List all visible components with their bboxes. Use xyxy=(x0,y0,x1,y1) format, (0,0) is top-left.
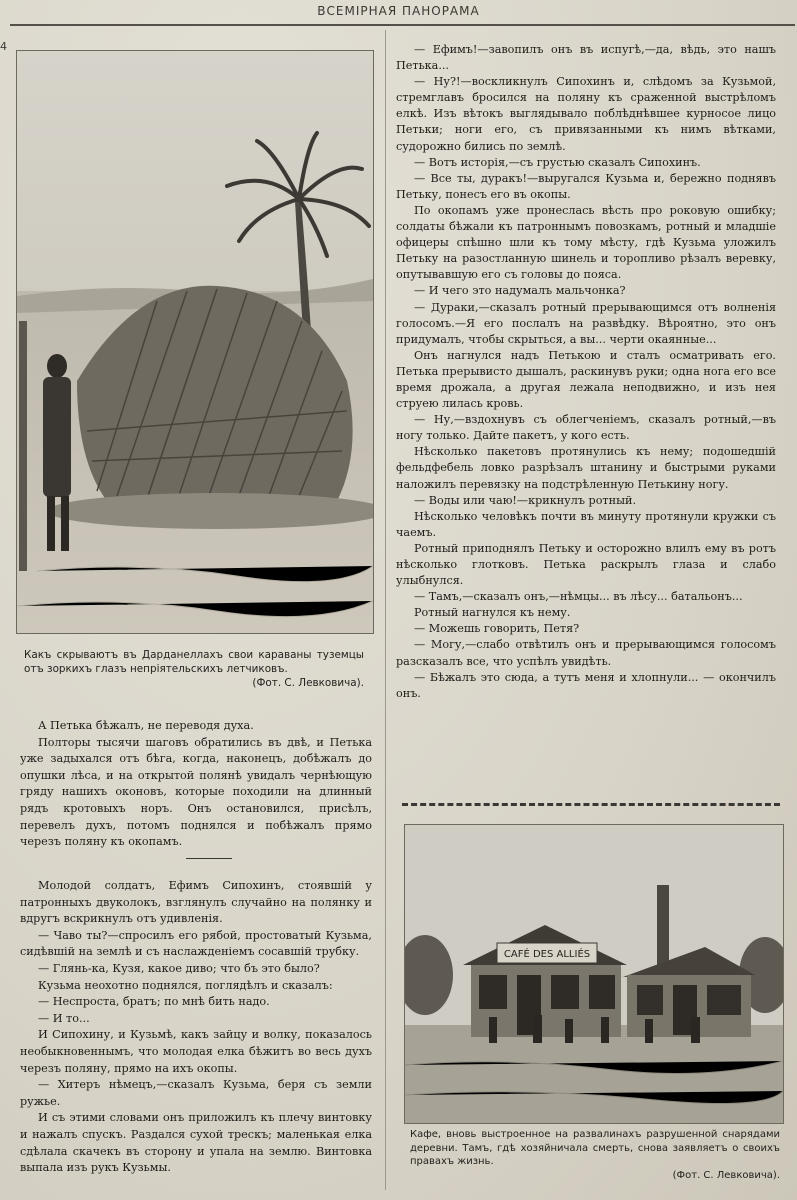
photo-cafe-caption xyxy=(410,1128,780,1182)
running-head: ВСЕМIРНАЯ ПАНОРАМА xyxy=(317,4,480,18)
photo-caravan-credit: (Фот. С. Левковича). xyxy=(252,677,364,689)
paragraph: Ротный нагнулся къ нему. xyxy=(414,606,571,620)
photo-cafe-image xyxy=(405,825,783,1123)
photo-cafe-caption-text: Кафе, вновь выстроенное на развалинахъ разрушенной снарядами деревни. Тамъ, гдѣ хозяйничала смерть, снова заявляетъ о своихъ правахъ жизнь. xyxy=(410,1129,780,1167)
paragraph: — Вотъ исторiя,—съ грустью сказалъ Сипохинъ. xyxy=(414,155,701,169)
paragraph: — Воды или чаю!—крикнулъ ротный. xyxy=(414,493,636,507)
paragraph: И съ этими словами онъ приложилъ къ плечу винтовку и нажалъ спускъ. Раздался сухой трескъ; маленькая елка сдѣлала скачекъ въ сторону и упала на землю. Винтовка выпала изъ рукъ Кузьмы. xyxy=(20,1111,372,1175)
page-number: 4 xyxy=(0,40,7,53)
dashed-section-rule xyxy=(402,803,780,806)
paragraph: — Ну,—вздохнувъ съ облегченiемъ, сказалъ ротный,—въ ногу только. Дайте пакетъ, у кого есть. xyxy=(396,413,776,443)
column-divider xyxy=(385,30,386,1190)
paragraph: Нѣсколько человѣкъ почти въ минуту протянули кружки съ чаемъ. xyxy=(396,509,776,539)
left-text-block-b xyxy=(20,878,372,1177)
paragraph: — Все ты, дуракъ!—выругался Кузьма и, бережно поднявъ Петьку, понесъ его въ окопы. xyxy=(396,171,776,201)
paragraph: — Дураки,—сказалъ ротный прерывающимся отъ волненiя голосомъ.—Я его послалъ на развѣдку. Вѣроятно, это онъ придумалъ, чтобы скрыться, а вы... черти окаянные... xyxy=(396,300,776,346)
cafe-sign-text: CAFÉ DES ALLIÉS xyxy=(503,949,591,960)
photo-caravan-caption xyxy=(24,648,364,690)
paragraph: Ротный приподнялъ Петьку и осторожно влилъ ему въ ротъ нѣсколько глотковъ. Петька раскрылъ глаза и слабо улыбнулся. xyxy=(396,541,776,588)
paragraph: Молодой солдатъ, Ефимъ Сипохинъ, стоявшiй у патронныхъ двуколокъ, взглянулъ случайно на полянку и вдругъ вскрикнулъ отъ удивленiя. xyxy=(20,879,372,926)
paragraph: И Сипохину, и Кузьмѣ, какъ зайцу и волку, показалось необыкновеннымъ, что молодая елка бѣжитъ во весь духъ черезъ поляну, прямо на ихъ окопы. xyxy=(20,1028,372,1075)
photo-cafe-credit: (Фот. С. Левковича). xyxy=(672,1169,780,1181)
paragraph: — Неспроста, братъ; по мнѣ бить надо. xyxy=(38,995,270,1009)
paragraph: Полторы тысячи шаговъ обратились въ двѣ, и Петька уже задыхался отъ бѣга, когда, наконецъ, добѣжалъ до опушки лѣса, и на открытой полянѣ увидалъ чернѣющую гряду нашихъ оконовъ, которые походили на длинный рядъ кротовыхъ норъ. Онъ остановился, присѣлъ, перевелъ духъ, потомъ поднялся и побѣжалъ прямо черезъ поляну къ окопамъ. xyxy=(20,735,372,849)
paragraph: Нѣсколько пакетовъ протянулись къ нему; подошедшiй фельдфебель ловко разрѣзалъ штанину и быстрыми руками наложилъ перевязку на подстрѣленную Петькину ногу. xyxy=(396,445,776,491)
paragraph: — Ефимъ!—завопилъ онъ въ испугѣ,—да, вѣдь, это нашъ Петька... xyxy=(396,43,776,73)
paragraph: — Бѣжалъ это сюда, а тутъ меня и хлопнули... — окончилъ онъ. xyxy=(396,670,776,700)
paragraph: — Тамъ,—сказалъ онъ,—нѣмцы... въ лѣсу... батальонъ... xyxy=(414,590,743,604)
right-text-block xyxy=(396,42,776,702)
paragraph: Кузьма неохотно поднялся, поглядѣлъ и сказалъ: xyxy=(38,978,333,992)
paragraph: — Глянь-ка, Кузя, какое диво; что бъ это было? xyxy=(38,961,320,975)
photo-cafe xyxy=(404,824,784,1124)
photo-caravan-camouflage xyxy=(16,50,374,634)
photo-caravan-caption-text: Какъ скрываютъ въ Дарданеллахъ свои караваны туземцы отъ зоркихъ глазъ непрiятельскихъ летчиковъ. xyxy=(24,649,364,675)
paragraph: — Хитеръ нѣмецъ,—сказалъ Кузьма, беря съ земли ружье. xyxy=(20,1078,372,1108)
paragraph: Онъ нагнулся надъ Петькою и сталъ осматривать его. Петька прерывисто дышалъ, раскинувъ руки; одна нога его все время дрожала, а другая лежала неподвижно, и изъ нея струею лилась кровь. xyxy=(396,348,776,411)
section-separator xyxy=(186,858,232,859)
paragraph: — Ну?!—воскликнулъ Сипохинъ и, слѣдомъ за Кузьмой, стремглавъ бросился на поляну къ сраженной выстрѣломъ елкѣ. Изъ вѣтокъ выглядывало поблѣднѣвшее курносое лицо Петьки; ноги его, съ привязанными къ нимъ вѣтками, судорожно бились по землѣ. xyxy=(396,75,776,153)
header-rule xyxy=(10,24,795,26)
paragraph: По окопамъ уже пронеслась вѣсть про роковую ошибку; солдаты бѣжали къ патроннымъ повозкамъ, ротный и младшiе офицеры спѣшно шли къ тому мѣсту, гдѣ Кузьма уложилъ Петьку на разостланную шинель и торопливо рѣзалъ веревку, опутывавшую его съ головы до пояса. xyxy=(396,203,776,282)
paragraph: А Петька бѣжалъ, не переводя духа. xyxy=(38,719,254,732)
paragraph: — Могу,—слабо отвѣтилъ онъ и прерывающимся голосомъ разсказалъ все, что успѣлъ увидѣть. xyxy=(396,638,776,668)
left-text-block-a xyxy=(20,718,372,851)
paragraph: — И то... xyxy=(38,1011,90,1025)
photo-caravan-image xyxy=(17,51,373,633)
paragraph: — Чаво ты?—спросилъ его рябой, простоватый Кузьма, сидѣвшiй на землѣ и съ наслажденiемъ сосавшiй трубку. xyxy=(20,928,372,959)
paragraph: — И чего это надумалъ мальчонка? xyxy=(414,284,626,298)
paragraph: — Можешь говорить, Петя? xyxy=(414,622,580,636)
